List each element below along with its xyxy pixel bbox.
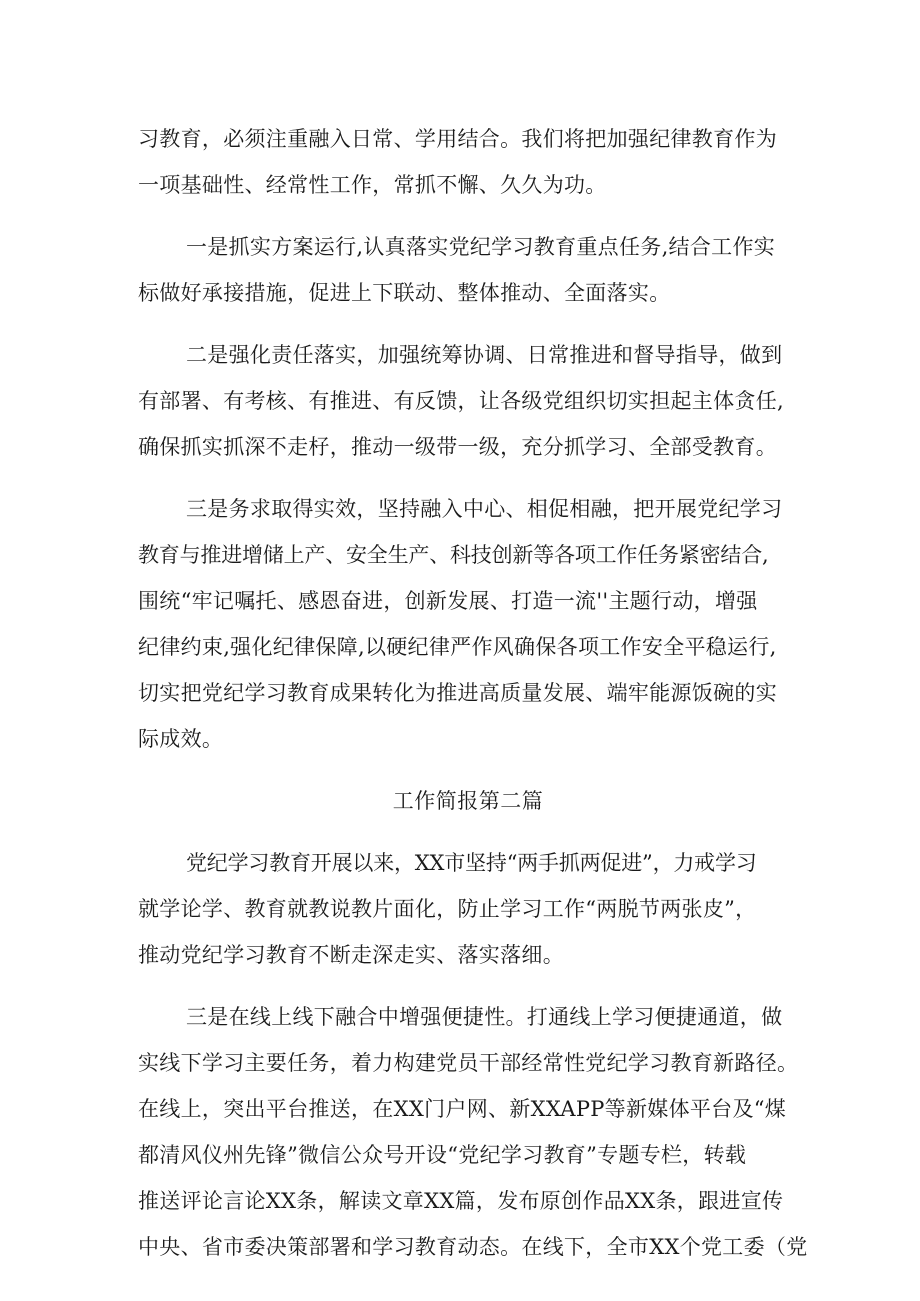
paragraph-gap [138, 316, 798, 332]
p6-line-1: 党纪学习教育开展以来，XX市坚持“两手抓两促进”，力戒学习 [186, 851, 757, 875]
p7-line-2: 实线下学习主要任务，着力构建党员干部经常性党纪学习教育新路径。 [138, 1051, 799, 1075]
p7-line-1: 三是在线上线下融合中增强便捷性。打通线上学习便捷通道，做 [186, 1005, 783, 1029]
p1-line-2: 一项基础性、经常性工作，常抓不懈、久久为功。 [138, 173, 607, 197]
paragraph-gap [138, 470, 798, 486]
p1-line-1: 习教育，必须注重融入日常、学用结合。我们将把加强纪律教育作为 [138, 127, 777, 151]
p2-line-2: 标做好承接措施，促进上下联动、整体推动、全面落实。 [138, 281, 671, 305]
paragraph-gap [138, 762, 798, 778]
p2-line-1: 一是抓实方案运行,认真落实党纪学习教育重点任务,结合工作实 [186, 235, 776, 259]
p6-line-2: 就学论学、教育就教说教片面化，防止学习工作“两脱节两张皮”， [138, 897, 757, 921]
p4-line-3: 围统“牢记嘱托、感恩奋进，创新发展、打造一流''主题行动，增强 [138, 589, 758, 613]
p4-line-2: 教育与推进增储上产、安全生产、科技创新等各项工作任务紧密结合, [138, 543, 769, 567]
p3-line-2: 有部署、有考核、有推进、有反馈，让各级党组织切实担起主体贪任, [138, 389, 784, 413]
p4-line-6: 际成效。 [138, 727, 224, 751]
paragraph-gap [138, 978, 798, 994]
p4-line-5: 切实把党纪学习教育成果转化为推进高质量发展、端牢能源饭碗的实 [138, 681, 777, 705]
p6-line-3: 推动党纪学习教育不断走深走实、落实落细。 [138, 943, 564, 967]
p3-line-1: 二是强化责任落实，加强统筹协调、日常推进和督导指导，做到 [186, 343, 783, 367]
p3-line-3: 确保抓实抓深不走杍，推动一级带一级，充分抓学习、全部受教育。 [138, 435, 777, 459]
p7-line-3: 在线上，突出平台推送，在XX门户网、新XXAPP等新媒体平台及“煤 [138, 1097, 787, 1121]
p4-line-1: 三是务求取得实效，坚持融入中心、相促相融，把开展党纪学习 [186, 497, 783, 521]
paragraph-gap [138, 208, 798, 224]
document-page [138, 116, 808, 1270]
section-heading: 工作简报第二篇 [392, 789, 544, 813]
p7-line-5: 推送评论言论XX条，解读文章XX篇，发布原创作品XX条，跟进宣传 [138, 1189, 784, 1213]
p7-line-6: 中央、省市委决策部署和学习教育动态。在线下，全市XX个党工委（党 [138, 1235, 808, 1259]
p7-line-4: 都清风仪州先锋”微信公众号开设“党纪学习教育”专题专栏，转载 [138, 1143, 747, 1167]
paragraph-gap [138, 824, 798, 840]
p4-line-4: 纪律约束,强化纪律保障,以硬纪律严作风确保各项工作安全平稳运行, [138, 635, 777, 659]
